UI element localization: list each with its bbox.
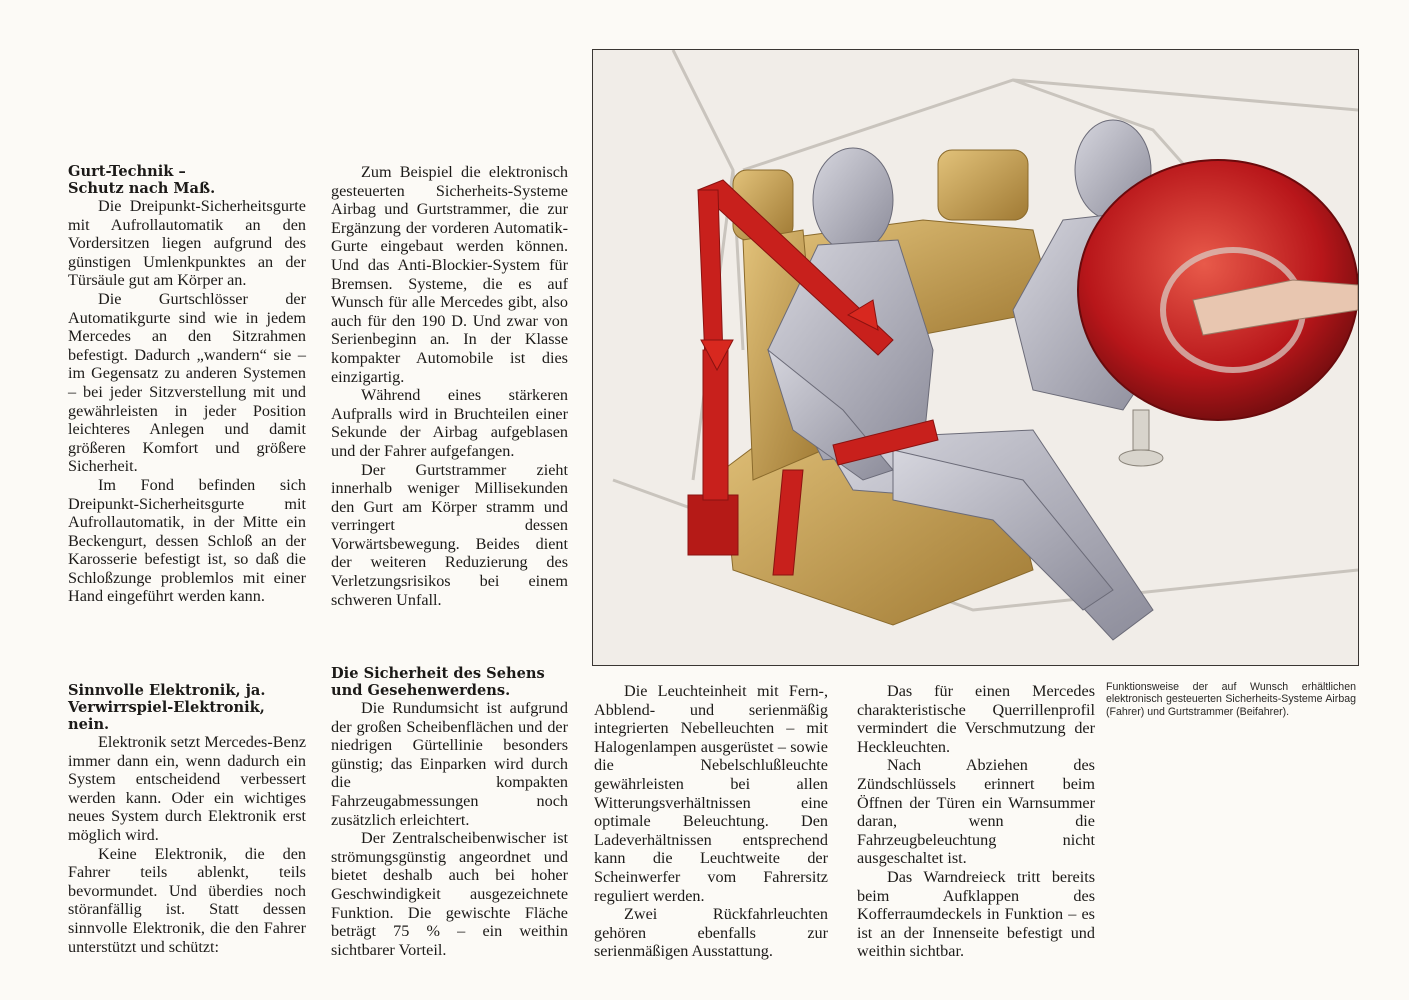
paragraph: Keine Elektronik, die den Fahrer teils ablenkt, teils bevormundet. Und überdies noch störanfällig ist. Statt dessen sinnvolle Elektronik, die den Fahrer unterstützt und schützt:: [68, 844, 306, 956]
paragraph: Elektronik setzt Mercedes-Benz immer dann ein, wenn dadurch ein System entscheidend verbessert werden kann. Oder ein wichtiges neues System durch Elektronik erst möglich wird.: [68, 733, 306, 844]
paragraph: Zum Beispiel die elektronisch gesteuerten Sicherheits-Systeme Airbag und Gurtstrammer, die zur Ergänzung der vorderen Automatik-Gurte eingebaut werden können. Und das Anti-Blockier-System für Bremsen. Systeme, die es auf Wunsch für alle Mercedes gibt, also auch für den 190 D. Und zwar von Serienbeginn an. In der Klasse kompakter Automobile ist dies einzigartig.: [331, 163, 568, 386]
paragraph: Nach Abziehen des Zündschlüssels erinnert beim Öffnen der Türen ein Warnsummer daran, wenn die Fahrzeugbeleuchtung nicht ausgeschaltet ist.: [857, 756, 1095, 868]
heading-elektronik-line2: Verwirrspiel-Elektronik, nein.: [68, 699, 265, 733]
paragraph: Die Rundumsicht ist aufgrund der großen Scheibenflächen und der niedrigen Gürtellinie besonders günstig; das Einparken wird durch die kompakten Fahrzeugabmessungen noch zusätzlich erleichtert.: [331, 699, 568, 829]
paragraph: Die Dreipunkt-Sicherheitsgurte mit Aufrollautomatik an den Vordersitzen liegen aufgrund des günstigen Umlenkpunktes an der Türsäule gut am Körper an.: [68, 197, 306, 290]
heading-sehens-line2: und Gesehenwerdens.: [331, 682, 511, 699]
figure-caption: Funktionsweise der auf Wunsch erhältlichen elektronisch gesteuerten Sicherheits-Systeme Airbag (Fahrer) und Gurtstrammer (Beifahrer).: [1106, 681, 1356, 718]
column-gurt-technik: [68, 163, 306, 606]
column-sicherheit-sehens: [331, 665, 568, 959]
paragraph: Das Warndreieck tritt bereits beim Aufklappen des Kofferraumdeckels in Funktion – es ist an der Innenseite befestigt und weithin sichtbar.: [857, 867, 1095, 961]
paragraph: Während eines stärkeren Aufpralls wird in Bruchteilen einer Sekunde der Airbag aufgeblasen und der Fahrer aufgefangen.: [331, 386, 568, 460]
paragraph: Der Zentralscheibenwischer ist strömungsgünstig angeordnet und bietet deshalb auch bei hoher Geschwindigkeit ausgezeichnete Funktion. Die gewischte Fläche beträgt 75 % – ein weithin sichtbarer Vorteil.: [331, 829, 568, 959]
paragraph: Der Gurtstrammer zieht innerhalb weniger Millisekunden den Gurt am Körper stramm und verringert dessen Vorwärtsbewegung. Beides dient der weiteren Reduzierung des Verletzungsrisikos bei einem schweren Unfall.: [331, 460, 568, 609]
column-sinnvolle-elektronik: [68, 682, 306, 956]
column-leuchteinheit: [594, 682, 828, 961]
paragraph: Das für einen Mercedes charakteristische Querrillenprofil vermindert die Verschmutzung der Heckleuchten.: [857, 682, 1095, 756]
paragraph: Zwei Rückfahrleuchten gehören ebenfalls zur serienmäßigen Ausstattung.: [594, 905, 828, 961]
car-interior-illustration: [593, 50, 1358, 665]
safety-illustration: [592, 49, 1359, 666]
heading-sehens-line1: Die Sicherheit des Sehens: [331, 665, 545, 682]
column-heckleuchten: [857, 682, 1095, 961]
heading-gurt-technik-line2: Schutz nach Maß.: [68, 180, 216, 197]
heading-gurt-technik-line1: Gurt-Technik –: [68, 163, 186, 180]
paragraph: Im Fond befinden sich Dreipunkt-Sicherheitsgurte mit Aufrollautomatik, in der Mitte ein Beckengurt, dessen Schloß an der Karosserie befestigt ist, so daß die Schloßzunge problemlos mit einer Hand eingeführt werden kann.: [68, 475, 306, 606]
column-airbag-gurtstrammer: [331, 163, 568, 609]
heading-elektronik-line1: Sinnvolle Elektronik, ja.: [68, 682, 266, 699]
paragraph: Die Gurtschlösser der Automatikgurte sind wie in jedem Mercedes an den Sitzrahmen befestigt. Dadurch „wandern“ sie – im Gegensatz zu anderen Systemen – bei jeder Sitzverstellung mit und gewährleisten in jeder Position leichteres Anlegen und damit größeren Komfort und größere Sicherheit.: [68, 289, 306, 476]
paragraph: Die Leuchteinheit mit Fern-, Abblend- und serienmäßig integrierten Nebelleuchten – mit Halogenlampen ausgerüstet – sowie die Nebelschlußleuchte gewährleisten bei allen Witterungsverhältnissen eine optimale Beleuchtung. Den Ladeverhältnissen entsprechend kann die Leuchtweite der Scheinwerfer vom Fahrersitz reguliert werden.: [594, 682, 828, 905]
